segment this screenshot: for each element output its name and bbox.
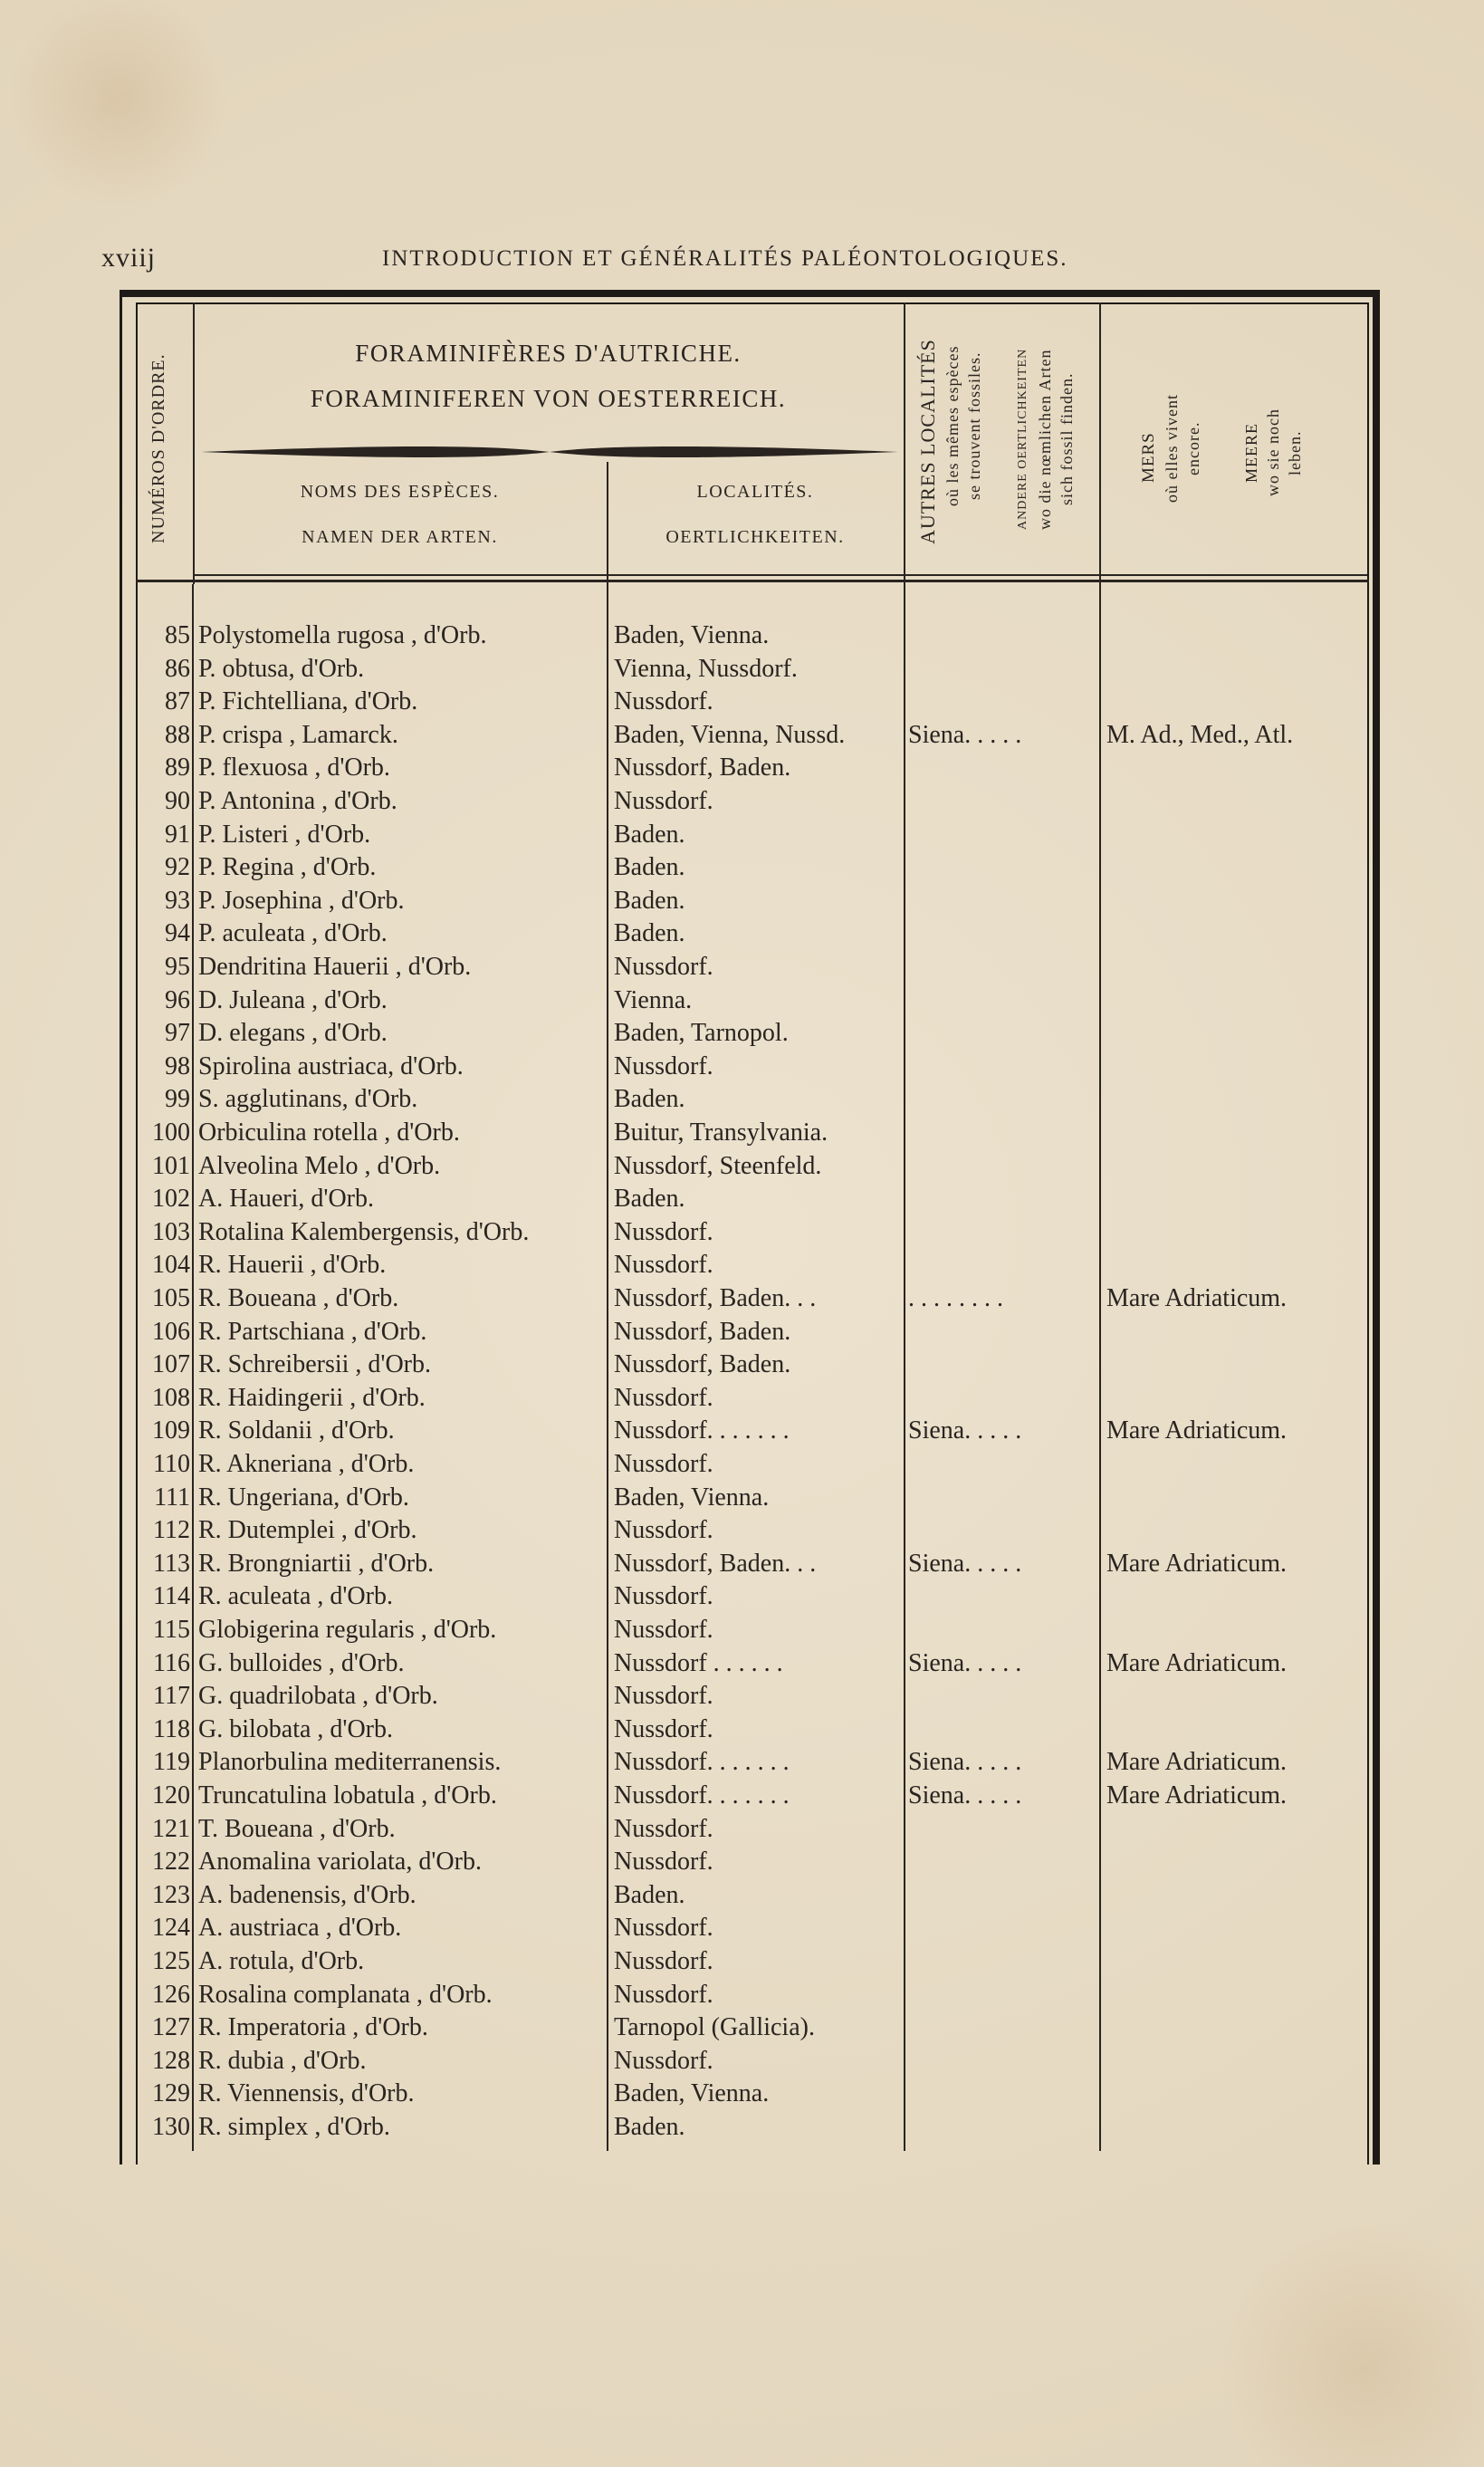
other-localities: Siena. . . . .: [908, 1416, 1022, 1445]
species-name: R. Schreibersii , d'Orb.: [198, 1350, 432, 1379]
row-number: 96: [165, 985, 190, 1014]
locality: Nussdorf.: [614, 1848, 713, 1877]
table-row: [0, 1979, 1484, 2011]
locality: Baden, Vienna, Nussd.: [614, 720, 846, 749]
locality: Nussdorf.: [614, 1814, 713, 1843]
table-row: [0, 951, 1484, 984]
species-name: R. Partschiana , d'Orb.: [198, 1317, 427, 1346]
species-name: P. Josephina , d'Orb.: [198, 886, 405, 915]
header-subrule: [193, 574, 1367, 576]
species-name: Alveolina Melo , d'Orb.: [198, 1151, 441, 1180]
locality: Tarnopol (Gallicia).: [614, 2013, 815, 2042]
header-species-de: NAMEN DER ARTEN.: [302, 527, 498, 547]
table-row: [0, 1316, 1484, 1349]
species-name: Dendritina Hauerii , d'Orb.: [198, 953, 472, 981]
table-row: [0, 1813, 1484, 1846]
locality: Nussdorf.: [614, 1914, 713, 1943]
species-name: Truncatulina lobatula , d'Orb.: [198, 1781, 497, 1809]
living-seas: Mare Adriaticum.: [1106, 1416, 1288, 1445]
table-row: [0, 1282, 1484, 1315]
header-other-fr-2: où les mêmes espèces: [943, 345, 962, 506]
locality: Baden, Vienna.: [614, 621, 770, 649]
species-name: R. Ungeriana, d'Orb.: [198, 1483, 409, 1512]
table-row: [0, 917, 1484, 950]
locality: Nussdorf.: [614, 1682, 713, 1711]
row-number: 88: [165, 720, 190, 749]
locality: Baden.: [614, 886, 685, 915]
row-number: 97: [165, 1019, 190, 1048]
table-row: [0, 2011, 1484, 2044]
header-species-fr: NOMS DES ESPÈCES.: [300, 482, 500, 502]
table-row: [0, 1945, 1484, 1978]
locality: Baden.: [614, 1085, 685, 1114]
row-number: 113: [153, 1549, 190, 1578]
locality: Baden.: [614, 853, 685, 882]
running-head: [101, 243, 1106, 279]
locality: Nussdorf.: [614, 1217, 713, 1246]
row-number: 98: [165, 1051, 190, 1080]
table-row: [0, 686, 1484, 718]
species-name: Polystomella rugosa , d'Orb.: [198, 621, 487, 649]
locality: Baden.: [614, 820, 685, 849]
table-row: [0, 1083, 1484, 1116]
living-seas: Mare Adriaticum.: [1106, 1648, 1288, 1677]
other-localities: Siena. . . . .: [908, 1549, 1022, 1578]
table-row: [0, 1647, 1484, 1680]
species-name: P. flexuosa , d'Orb.: [198, 754, 390, 782]
row-number: 115: [153, 1616, 190, 1644]
table-row: [0, 785, 1484, 818]
species-name: Spirolina austriaca, d'Orb.: [198, 1051, 464, 1080]
species-name: R. Imperatoria , d'Orb.: [198, 2013, 428, 2042]
row-number: 85: [165, 621, 190, 649]
header-seas-fr-3: encore.: [1184, 421, 1202, 475]
header-bottom-rule: [136, 580, 1369, 582]
locality: Nussdorf, Baden.: [614, 1317, 791, 1346]
header-title-fr: FORAMINIFÈRES D'AUTRICHE.: [355, 340, 742, 367]
species-name: R. Haidingerii , d'Orb.: [198, 1383, 426, 1412]
locality: Nussdorf.: [614, 687, 713, 716]
table-row: [0, 1249, 1484, 1281]
running-title: INTRODUCTION ET GÉNÉRALITÉS PALÉONTOLOGIQUES.: [382, 246, 1068, 271]
row-number: 92: [165, 853, 190, 882]
locality: Baden, Tarnopol.: [614, 1019, 789, 1048]
species-name: T. Boueana , d'Orb.: [198, 1814, 396, 1843]
table-row: [0, 1548, 1484, 1580]
table-row: [0, 1614, 1484, 1646]
other-localities: Siena. . . . .: [908, 720, 1022, 749]
table-row: [0, 619, 1484, 652]
table-row: [0, 1017, 1484, 1050]
species-name: A. Haueri, d'Orb.: [198, 1185, 374, 1214]
species-name: R. Viennensis, d'Orb.: [198, 2079, 415, 2108]
row-number: 107: [152, 1350, 190, 1379]
header-seas-de-3: leben.: [1286, 430, 1304, 475]
species-name: R. Brongniartii , d'Orb.: [198, 1549, 435, 1578]
row-number: 86: [165, 654, 190, 683]
row-number: 120: [152, 1781, 190, 1809]
species-name: P. Listeri , d'Orb.: [198, 820, 371, 849]
row-number: 111: [154, 1483, 190, 1512]
row-number: 117: [153, 1682, 190, 1711]
locality: Nussdorf.: [614, 2046, 713, 2075]
table-row: [0, 1183, 1484, 1215]
locality: Nussdorf. . . . . . .: [614, 1781, 790, 1809]
row-number: 91: [165, 820, 190, 849]
table-row: [0, 2078, 1484, 2110]
species-name: R. Hauerii , d'Orb.: [198, 1251, 387, 1280]
table-row: [0, 1415, 1484, 1447]
header-title-de: FORAMINIFEREN VON OESTERREICH.: [310, 385, 787, 412]
row-number: 108: [152, 1383, 190, 1412]
locality: Nussdorf.: [614, 787, 713, 815]
row-number: 124: [152, 1914, 190, 1943]
locality: Nussdorf. . . . . . .: [614, 1416, 790, 1445]
species-name: R. Akneriana , d'Orb.: [198, 1450, 415, 1478]
other-localities: Siena. . . . .: [908, 1648, 1022, 1677]
locality: Nussdorf.: [614, 1383, 713, 1412]
locality: Nussdorf, Baden. . .: [614, 1284, 817, 1312]
locality: Baden, Vienna.: [614, 2079, 770, 2108]
row-number: 106: [152, 1317, 190, 1346]
species-name: P. Antonina , d'Orb.: [198, 787, 397, 815]
other-localities: . . . . . . . .: [908, 1284, 1003, 1312]
row-number: 129: [152, 2079, 190, 2108]
species-name: R. Soldanii , d'Orb.: [198, 1416, 395, 1445]
table-row: [0, 885, 1484, 917]
table-row: [0, 719, 1484, 752]
species-name: Planorbulina mediterranensis.: [198, 1748, 502, 1777]
row-number: 90: [165, 787, 190, 815]
table-row: [0, 819, 1484, 851]
row-number: 104: [152, 1251, 190, 1280]
species-name: Rotalina Kalembergensis, d'Orb.: [198, 1217, 530, 1246]
other-localities: Siena. . . . .: [908, 1781, 1022, 1809]
species-name: A. rotula, d'Orb.: [198, 1947, 365, 1975]
species-name: G. quadrilobata , d'Orb.: [198, 1682, 438, 1711]
header-localities-fr: LOCALITÉS.: [696, 482, 814, 502]
row-number: 87: [165, 687, 190, 716]
species-name: G. bulloides , d'Orb.: [198, 1648, 405, 1677]
table-row: [0, 1482, 1484, 1514]
living-seas: M. Ad., Med., Atl.: [1106, 720, 1294, 749]
header-seas-fr-2: où elles vivent: [1163, 394, 1181, 503]
locality: Nussdorf, Baden. . .: [614, 1549, 817, 1578]
header-localities-de: OERTLICHKEITEN.: [665, 527, 845, 547]
row-number: 118: [153, 1714, 190, 1743]
locality: Nussdorf.: [614, 1714, 713, 1743]
table-row: [0, 1349, 1484, 1381]
header-other-de-3: sich fossil finden.: [1058, 372, 1076, 506]
locality: Baden.: [614, 919, 685, 948]
table-row: [0, 1780, 1484, 1812]
header-other-de-2: wo die nœmlichen Arten: [1036, 349, 1054, 530]
locality: Nussdorf.: [614, 1582, 713, 1611]
row-number: 93: [165, 886, 190, 915]
row-number: 94: [165, 919, 190, 948]
species-name: Orbiculina rotella , d'Orb.: [198, 1118, 460, 1147]
table-row: [0, 1382, 1484, 1415]
locality: Nussdorf.: [614, 1450, 713, 1478]
locality: Baden.: [614, 2113, 685, 2141]
row-number: 112: [153, 1516, 190, 1545]
species-name: P. crispa , Lamarck.: [198, 720, 398, 749]
row-number: 128: [152, 2046, 190, 2075]
species-name: R. Dutemplei , d'Orb.: [198, 1516, 417, 1545]
species-name: S. agglutinans, d'Orb.: [198, 1085, 418, 1114]
row-number: 102: [152, 1185, 190, 1214]
row-number: 95: [165, 953, 190, 981]
table-row: [0, 1580, 1484, 1613]
row-number: 127: [152, 2013, 190, 2042]
species-name: P. Fichtelliana, d'Orb.: [198, 687, 418, 716]
row-number: 99: [165, 1085, 190, 1114]
row-number: 105: [152, 1284, 190, 1312]
locality: Nussdorf, Steenfeld.: [614, 1151, 822, 1180]
header-seas-de-2: wo sie noch: [1264, 408, 1282, 497]
species-name: Rosalina complanata , d'Orb.: [198, 1980, 493, 2009]
living-seas: Mare Adriaticum.: [1106, 1549, 1288, 1578]
other-localities: Siena. . . . .: [908, 1748, 1022, 1777]
header-seas-de-1: MEERE: [1242, 423, 1260, 483]
table-row: [0, 2045, 1484, 2078]
table-row: [0, 653, 1484, 686]
species-name: Anomalina variolata, d'Orb.: [198, 1848, 482, 1877]
table-row: [0, 2111, 1484, 2144]
species-name: R. aculeata , d'Orb.: [198, 1582, 393, 1611]
row-number: 103: [152, 1217, 190, 1246]
living-seas: Mare Adriaticum.: [1106, 1781, 1288, 1809]
table-row: [0, 851, 1484, 884]
row-number: 100: [152, 1118, 190, 1147]
ornamental-rule: [201, 441, 898, 463]
locality: Baden.: [614, 1880, 685, 1909]
species-name: G. bilobata , d'Orb.: [198, 1714, 394, 1743]
table-row: [0, 1680, 1484, 1713]
row-number: 101: [152, 1151, 190, 1180]
table-row: [0, 1912, 1484, 1944]
species-name: D. Juleana , d'Orb.: [198, 985, 388, 1014]
table-row: [0, 752, 1484, 784]
locality: Buitur, Transylvania.: [614, 1118, 828, 1147]
species-name: R. dubia , d'Orb.: [198, 2046, 367, 2075]
header-seas-fr-1: MERS: [1139, 432, 1158, 483]
table-row: [0, 1448, 1484, 1481]
table-row: [0, 1051, 1484, 1083]
row-number: 126: [152, 1980, 190, 2009]
species-name: A. austriaca , d'Orb.: [198, 1914, 402, 1943]
header-other-de-1: ANDERE OERTLICHKEITEN: [1016, 348, 1029, 531]
locality: Nussdorf.: [614, 1980, 713, 2009]
living-seas: Mare Adriaticum.: [1106, 1748, 1288, 1777]
species-name: P. Regina , d'Orb.: [198, 853, 377, 882]
table-row: [0, 1216, 1484, 1249]
header-order-numbers: NUMÉROS D'ORDRE.: [148, 353, 168, 543]
locality: Nussdorf.: [614, 1516, 713, 1545]
species-name: P. obtusa, d'Orb.: [198, 654, 365, 683]
row-number: 130: [152, 2113, 190, 2141]
table-row: [0, 1846, 1484, 1878]
locality: Vienna, Nussdorf.: [614, 654, 798, 683]
locality: Nussdorf.: [614, 953, 713, 981]
row-number: 89: [165, 754, 190, 782]
locality: Nussdorf . . . . . .: [614, 1648, 783, 1677]
table-row: [0, 1150, 1484, 1183]
locality: Nussdorf.: [614, 1616, 713, 1644]
locality: Vienna.: [614, 985, 693, 1014]
species-name: R. Boueana , d'Orb.: [198, 1284, 399, 1312]
table-row: [0, 1879, 1484, 1912]
locality: Nussdorf.: [614, 1251, 713, 1280]
table-row: [0, 1117, 1484, 1149]
row-number: 109: [152, 1416, 190, 1445]
table-row: [0, 1746, 1484, 1779]
species-name: P. aculeata , d'Orb.: [198, 919, 388, 948]
living-seas: Mare Adriaticum.: [1106, 1284, 1288, 1312]
locality: Nussdorf, Baden.: [614, 754, 791, 782]
row-number: 119: [153, 1748, 190, 1777]
table-row: [0, 984, 1484, 1017]
header-other-fr-1: AUTRES LOCALITÉS: [916, 339, 939, 544]
locality: Nussdorf.: [614, 1947, 713, 1975]
row-number: 123: [152, 1880, 190, 1909]
species-name: Globigerina regularis , d'Orb.: [198, 1616, 497, 1644]
row-number: 125: [152, 1947, 190, 1975]
species-name: R. simplex , d'Orb.: [198, 2113, 390, 2141]
species-name: D. elegans , d'Orb.: [198, 1019, 388, 1048]
locality: Nussdorf, Baden.: [614, 1350, 791, 1379]
row-number: 122: [152, 1848, 190, 1877]
page-number: xviij: [101, 243, 157, 273]
locality: Baden.: [614, 1185, 685, 1214]
species-name: A. badenensis, d'Orb.: [198, 1880, 416, 1909]
row-number: 110: [153, 1450, 190, 1478]
row-number: 121: [152, 1814, 190, 1843]
row-number: 116: [153, 1648, 190, 1677]
row-number: 114: [153, 1582, 190, 1611]
header-other-fr-3: se trouvent fossiles.: [965, 351, 983, 500]
table-row: [0, 1514, 1484, 1547]
locality: Nussdorf. . . . . . .: [614, 1748, 790, 1777]
locality: Baden, Vienna.: [614, 1483, 770, 1512]
locality: Nussdorf.: [614, 1051, 713, 1080]
table-row: [0, 1713, 1484, 1746]
